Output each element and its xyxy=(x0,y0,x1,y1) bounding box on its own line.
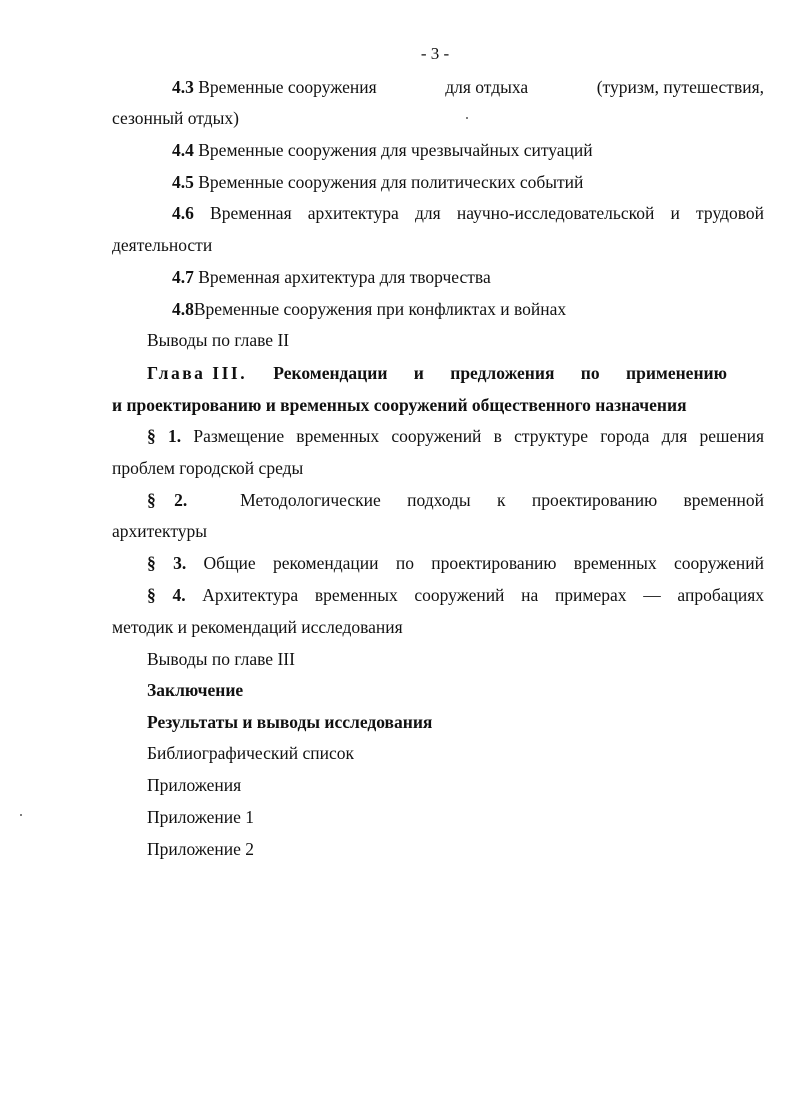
toc-section-1-line2: проблем городской среды xyxy=(112,458,304,478)
toc-conclusions-chapter-2: Выводы по главе II xyxy=(147,330,290,350)
section-sign: § 3. xyxy=(147,553,187,573)
toc-item-number: 4.7 xyxy=(172,267,194,287)
toc-item-4-4 xyxy=(172,139,764,161)
toc-item-number: 4.4 xyxy=(172,140,194,160)
toc-bibliography: Библиографический список xyxy=(147,743,355,763)
toc-item-text: Архитектура временных сооружений на примерах — апробациях xyxy=(202,585,765,605)
toc-item-text: Временные сооружения xyxy=(198,77,377,97)
toc-item-4-7 xyxy=(172,266,764,288)
section-sign: § 2. xyxy=(147,490,188,510)
toc-chapter-3-line1 xyxy=(147,362,727,384)
toc-item-text: Методологические подходы к проектированию временной xyxy=(240,490,764,510)
toc-conclusion-text: Заключение xyxy=(147,680,244,700)
section-sign: § 4. xyxy=(147,585,186,605)
toc-section-2-line1 xyxy=(147,489,764,511)
chapter-title-cont: и проектированию и временных сооружений общественного назначения xyxy=(112,395,687,415)
toc-item-4-3-line2: сезонный отдых) xyxy=(112,108,239,128)
toc-item-number: 4.6 xyxy=(172,203,194,223)
toc-item-4-8 xyxy=(172,298,764,320)
toc-results-text: Результаты и выводы исследования xyxy=(147,712,433,732)
toc-conclusions-chapter-3: Выводы по главе III xyxy=(147,649,295,669)
toc-item-number: 4.8 xyxy=(172,299,194,319)
chapter-title: Рекомендации и предложения по применению xyxy=(273,363,727,383)
scan-speck xyxy=(466,117,468,119)
page-number: - 3 - xyxy=(420,44,450,63)
toc-item-text: Временная архитектура для научно-исследовательской и трудовой xyxy=(210,203,764,223)
toc-item-text: Общие рекомендации по проектированию временных сооружений xyxy=(203,553,765,573)
toc-item-text: Временные сооружения для политических событий xyxy=(198,172,584,192)
section-sign: § 1. xyxy=(147,426,182,446)
toc-section-3 xyxy=(147,552,764,574)
scan-speck xyxy=(20,814,22,816)
toc-item-text: Временная архитектура для творчества xyxy=(198,267,491,287)
toc-item-text: (туризм, путешествия, xyxy=(596,77,764,97)
toc-item-4-6-line2: деятельности xyxy=(112,235,213,255)
toc-item-number: 4.5 xyxy=(172,172,194,192)
toc-results xyxy=(147,711,764,733)
toc-chapter-3-line2 xyxy=(112,394,764,416)
toc-appendix-2: Приложение 2 xyxy=(147,839,255,859)
toc-conclusion xyxy=(147,679,764,701)
toc-item-text: Размещение временных сооружений в структуре города для решения xyxy=(193,426,765,446)
toc-section-1-line1 xyxy=(147,425,764,447)
toc-appendices: Приложения xyxy=(147,775,242,795)
toc-item-4-3-line1 xyxy=(172,76,764,98)
toc-item-text: для отдыха xyxy=(445,77,529,97)
toc-item-4-6-line1 xyxy=(172,202,764,224)
toc-item-4-5 xyxy=(172,171,764,193)
toc-section-2-line2: архитектуры xyxy=(112,521,207,541)
toc-appendix-1: Приложение 1 xyxy=(147,807,255,827)
toc-section-4-line1 xyxy=(147,584,764,606)
toc-section-4-line2: методик и рекомендаций исследования xyxy=(112,617,403,637)
toc-item-number: 4.3 xyxy=(172,77,194,97)
chapter-label: Глава III. xyxy=(147,363,248,383)
toc-item-text: Временные сооружения для чрезвычайных ситуаций xyxy=(198,140,593,160)
toc-item-text: Временные сооружения при конфликтах и войнах xyxy=(193,299,567,319)
